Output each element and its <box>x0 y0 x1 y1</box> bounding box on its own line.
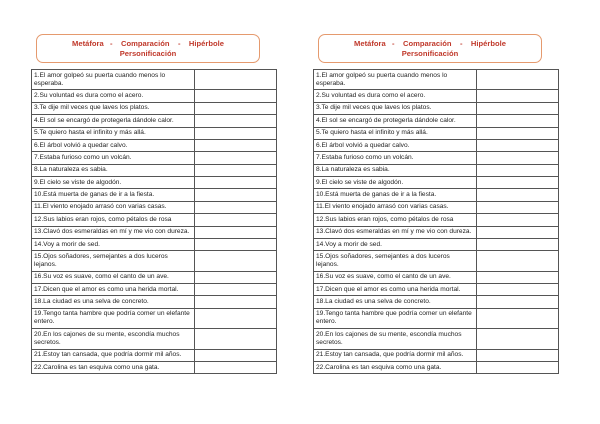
exercise-sentence: 2.Su voluntad es dura como el acero. <box>32 90 195 102</box>
exercise-row <box>32 349 277 361</box>
exercise-row <box>32 164 277 176</box>
exercise-row <box>32 201 277 213</box>
exercise-row <box>32 308 277 328</box>
exercise-row <box>32 177 277 189</box>
exercise-sentence: 11.El viento enojado arrasó con varias casas. <box>314 201 477 213</box>
answer-cell[interactable] <box>477 251 559 271</box>
answer-cell[interactable] <box>195 349 277 361</box>
exercise-sentence: 2.Su voluntad es dura como el acero. <box>314 90 477 102</box>
answer-cell[interactable] <box>477 115 559 127</box>
exercise-row <box>314 127 559 139</box>
exercise-sentence: 4.El sol se encargó de protegerla dándole calor. <box>314 115 477 127</box>
exercise-sentence: 6.El árbol volvió a quedar calvo. <box>32 139 195 151</box>
answer-cell[interactable] <box>477 152 559 164</box>
answer-cell[interactable] <box>195 284 277 296</box>
exercise-sentence: 4.El sol se encargó de protegerla dándole calor. <box>32 115 195 127</box>
answer-cell[interactable] <box>477 361 559 373</box>
answer-cell[interactable] <box>195 152 277 164</box>
answer-cell[interactable] <box>195 115 277 127</box>
worksheet-title-box <box>36 34 260 63</box>
exercise-sentence: 17.Dicen que el amor es como una herida mortal. <box>32 284 195 296</box>
exercise-row <box>314 296 559 308</box>
exercise-row <box>32 361 277 373</box>
exercise-sentence: 16.Su voz es suave, como el canto de un ave. <box>32 271 195 283</box>
exercise-row <box>314 349 559 361</box>
exercise-row <box>32 189 277 201</box>
exercise-sentence: 12.Sus labios eran rojos, como pétalos de rosa <box>32 214 195 226</box>
exercise-sentence: 15.Ojos soñadores, semejantes a dos luceros lejanos. <box>314 251 477 271</box>
answer-cell[interactable] <box>477 164 559 176</box>
answer-cell[interactable] <box>195 127 277 139</box>
exercise-sentence: 15.Ojos soñadores, semejantes a dos luceros lejanos. <box>32 251 195 271</box>
worksheet-left <box>31 34 277 374</box>
worksheet-title-box <box>318 34 542 63</box>
answer-cell[interactable] <box>477 238 559 250</box>
worksheet-title-personification: Personificación <box>401 49 459 58</box>
exercise-row <box>314 102 559 114</box>
exercise-table-body <box>32 70 277 374</box>
answer-cell[interactable] <box>195 308 277 328</box>
exercise-sentence: 13.Clavó dos esmeraldas en mí y me vio con dureza. <box>32 226 195 238</box>
answer-cell[interactable] <box>477 70 559 90</box>
exercise-row <box>314 90 559 102</box>
exercise-row <box>32 70 277 90</box>
exercise-row <box>314 152 559 164</box>
exercise-row <box>32 115 277 127</box>
exercise-sentence: 21.Estoy tan cansada, que podría dormir mil años. <box>32 349 195 361</box>
answer-cell[interactable] <box>477 139 559 151</box>
exercise-row <box>314 214 559 226</box>
exercise-sentence: 8.La naturaleza es sabia. <box>32 164 195 176</box>
exercise-row <box>314 238 559 250</box>
exercise-sentence: 21.Estoy tan cansada, que podría dormir mil años. <box>314 349 477 361</box>
answer-cell[interactable] <box>477 189 559 201</box>
exercise-sentence: 10.Está muerta de ganas de ir a la fiesta. <box>32 189 195 201</box>
exercise-sentence: 18.La ciudad es una selva de concreto. <box>32 296 195 308</box>
answer-cell[interactable] <box>477 308 559 328</box>
answer-cell[interactable] <box>195 177 277 189</box>
exercise-row <box>314 251 559 271</box>
worksheet-title-personification: Personificación <box>119 49 177 58</box>
exercise-row <box>32 296 277 308</box>
answer-cell[interactable] <box>195 90 277 102</box>
exercise-row <box>314 308 559 328</box>
exercise-sentence: 11.El viento enojado arrasó con varias casas. <box>32 201 195 213</box>
exercise-row <box>32 127 277 139</box>
exercise-row <box>314 115 559 127</box>
answer-cell[interactable] <box>477 271 559 283</box>
worksheet-title-categories: Metáfora - Comparación - Hipérbole <box>72 39 224 48</box>
answer-cell[interactable] <box>477 177 559 189</box>
answer-cell[interactable] <box>477 90 559 102</box>
exercise-sentence: 9.El cielo se viste de algodón. <box>314 177 477 189</box>
exercise-sentence: 7.Estaba furioso como un volcán. <box>32 152 195 164</box>
answer-cell[interactable] <box>477 214 559 226</box>
exercise-row <box>32 102 277 114</box>
exercise-sentence: 12.Sus labios eran rojos, como pétalos de rosa <box>314 214 477 226</box>
answer-cell[interactable] <box>195 329 277 349</box>
answer-cell[interactable] <box>195 251 277 271</box>
answer-cell[interactable] <box>195 214 277 226</box>
answer-cell[interactable] <box>195 361 277 373</box>
exercise-sentence: 22.Carolina es tan esquiva como una gata. <box>32 361 195 373</box>
exercise-table-body <box>314 70 559 374</box>
exercise-row <box>314 70 559 90</box>
exercise-sentence: 7.Estaba furioso como un volcán. <box>314 152 477 164</box>
worksheet-title-categories: Metáfora - Comparación - Hipérbole <box>354 39 506 48</box>
answer-cell[interactable] <box>477 284 559 296</box>
answer-cell[interactable] <box>477 226 559 238</box>
exercise-table <box>31 69 277 374</box>
answer-cell[interactable] <box>477 102 559 114</box>
answer-cell[interactable] <box>195 189 277 201</box>
exercise-sentence: 10.Está muerta de ganas de ir a la fiesta. <box>314 189 477 201</box>
worksheet-right <box>313 34 559 374</box>
exercise-sentence: 13.Clavó dos esmeraldas en mí y me vio con dureza. <box>314 226 477 238</box>
answer-cell[interactable] <box>195 164 277 176</box>
exercise-sentence: 20.En los cajones de su mente, escondía muchos secretos. <box>314 329 477 349</box>
answer-cell[interactable] <box>195 296 277 308</box>
exercise-row <box>32 238 277 250</box>
exercise-sentence: 3.Te dije mil veces que laves los platos. <box>32 102 195 114</box>
exercise-row <box>314 284 559 296</box>
exercise-row <box>314 139 559 151</box>
exercise-row <box>314 271 559 283</box>
exercise-sentence: 5.Te quiero hasta el infinito y más allá. <box>32 127 195 139</box>
exercise-sentence: 16.Su voz es suave, como el canto de un ave. <box>314 271 477 283</box>
exercise-sentence: 3.Te dije mil veces que laves los platos. <box>314 102 477 114</box>
exercise-row <box>314 226 559 238</box>
exercise-sentence: 8.La naturaleza es sabia. <box>314 164 477 176</box>
answer-cell[interactable] <box>195 139 277 151</box>
exercise-row <box>32 90 277 102</box>
exercise-row <box>32 329 277 349</box>
exercise-sentence: 14.Voy a morir de sed. <box>32 238 195 250</box>
answer-cell[interactable] <box>477 329 559 349</box>
answer-cell[interactable] <box>195 102 277 114</box>
answer-cell[interactable] <box>195 226 277 238</box>
exercise-row <box>32 251 277 271</box>
exercise-sentence: 6.El árbol volvió a quedar calvo. <box>314 139 477 151</box>
answer-cell[interactable] <box>477 296 559 308</box>
exercise-sentence: 19.Tengo tanta hambre que podría comer un elefante entero. <box>314 308 477 328</box>
exercise-row <box>314 201 559 213</box>
exercise-sentence: 5.Te quiero hasta el infinito y más allá. <box>314 127 477 139</box>
answer-cell[interactable] <box>477 127 559 139</box>
exercise-row <box>314 329 559 349</box>
answer-cell[interactable] <box>195 238 277 250</box>
exercise-sentence: 1.El amor golpeó su puerta cuando menos lo esperaba. <box>314 70 477 90</box>
exercise-row <box>32 214 277 226</box>
exercise-sentence: 14.Voy a morir de sed. <box>314 238 477 250</box>
answer-cell[interactable] <box>195 201 277 213</box>
exercise-row <box>314 361 559 373</box>
answer-cell[interactable] <box>195 271 277 283</box>
exercise-row <box>314 189 559 201</box>
answer-cell[interactable] <box>477 201 559 213</box>
exercise-sentence: 18.La ciudad es una selva de concreto. <box>314 296 477 308</box>
exercise-table <box>313 69 559 374</box>
answer-cell[interactable] <box>195 70 277 90</box>
exercise-row <box>32 271 277 283</box>
exercise-row <box>32 139 277 151</box>
exercise-row <box>32 284 277 296</box>
exercise-sentence: 1.El amor golpeó su puerta cuando menos lo esperaba. <box>32 70 195 90</box>
exercise-sentence: 9.El cielo se viste de algodón. <box>32 177 195 189</box>
exercise-row <box>32 152 277 164</box>
exercise-sentence: 22.Carolina es tan esquiva como una gata. <box>314 361 477 373</box>
exercise-sentence: 19.Tengo tanta hambre que podría comer un elefante entero. <box>32 308 195 328</box>
exercise-row <box>314 177 559 189</box>
exercise-sentence: 20.En los cajones de su mente, escondía muchos secretos. <box>32 329 195 349</box>
answer-cell[interactable] <box>477 349 559 361</box>
exercise-sentence: 17.Dicen que el amor es como una herida mortal. <box>314 284 477 296</box>
exercise-row <box>32 226 277 238</box>
exercise-row <box>314 164 559 176</box>
